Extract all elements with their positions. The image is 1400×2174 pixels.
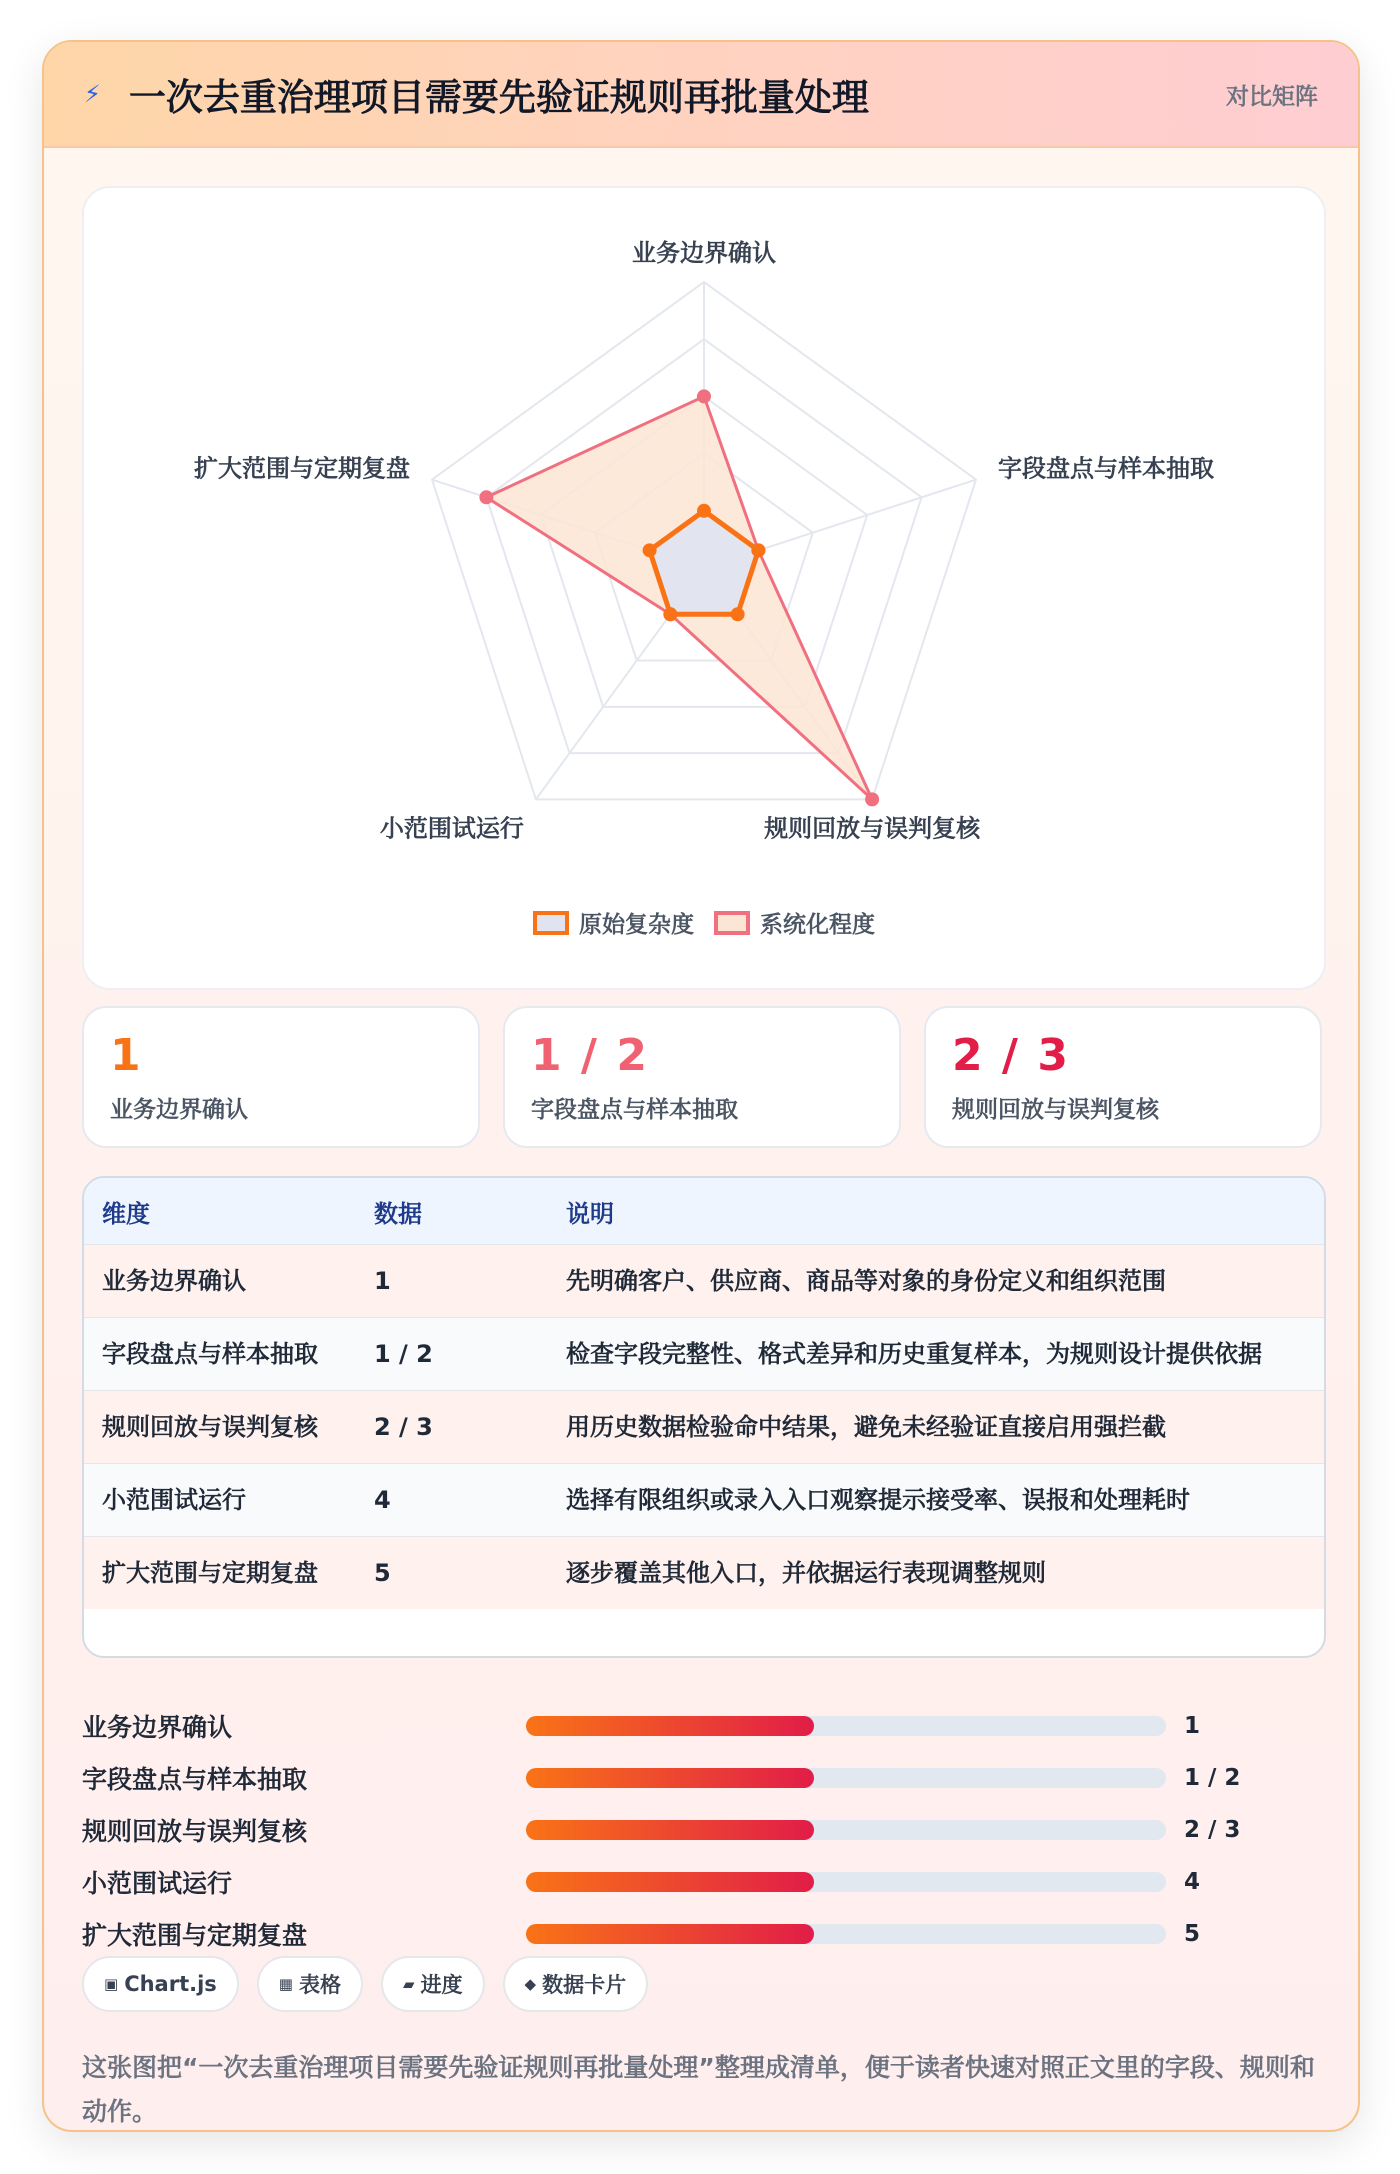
tag-chips — [82, 1956, 648, 2012]
table-row — [84, 1391, 1324, 1464]
progress-value: 2 / 3 — [1184, 1817, 1241, 1843]
table-cell: 2 / 3 — [356, 1391, 548, 1464]
stat-card — [82, 1006, 480, 1148]
column-header: 维度 — [84, 1178, 356, 1245]
progress-track — [526, 1820, 1166, 1840]
chip-chartjs[interactable] — [82, 1956, 239, 2012]
legend-label: 原始复杂度 — [579, 912, 694, 938]
data-point — [697, 389, 711, 403]
legend-item-original[interactable] — [533, 906, 694, 939]
axis-label: 小范围试运行 — [379, 814, 524, 843]
table-cell: 选择有限组织或录入入口观察提示接受率、误报和处理耗时 — [548, 1464, 1324, 1537]
data-point — [731, 607, 745, 621]
table-row — [84, 1464, 1324, 1537]
axis-label: 业务边界确认 — [632, 239, 776, 267]
table-header-row — [84, 1178, 1324, 1245]
table-cell: 5 — [356, 1537, 548, 1610]
legend-label: 系统化程度 — [760, 912, 875, 938]
table-cell: 扩大范围与定期复盘 — [84, 1537, 356, 1610]
stat-label: 业务边界确认 — [110, 1097, 248, 1123]
header-tag: 对比矩阵 — [1226, 83, 1318, 110]
data-table — [82, 1176, 1326, 1658]
progress-fill — [526, 1768, 814, 1788]
progress-row — [82, 1856, 1322, 1908]
table-cell: 用历史数据检验命中结果，避免未经验证直接启用强拦截 — [548, 1391, 1324, 1464]
column-header: 说明 — [548, 1178, 1324, 1245]
progress-label: 业务边界确认 — [82, 1713, 233, 1742]
lightning-icon: ⚡ — [84, 80, 101, 108]
progress-row — [82, 1804, 1322, 1856]
progress-label: 小范围试运行 — [82, 1869, 233, 1898]
page-title: 一次去重治理项目需要先验证规则再批量处理 — [128, 76, 869, 119]
progress-icon: ▰ — [402, 1975, 415, 1993]
title-wrap — [84, 67, 869, 121]
chip-label: 表格 — [298, 1973, 341, 1997]
stat-value: 1 / 2 — [531, 1030, 649, 1081]
legend-swatch — [533, 911, 569, 935]
progress-fill — [526, 1716, 814, 1736]
data-point — [697, 504, 711, 518]
chip-table[interactable] — [257, 1956, 363, 2012]
progress-value: 5 — [1184, 1921, 1201, 1947]
data-point — [865, 792, 879, 806]
column-header: 数据 — [356, 1178, 548, 1245]
progress-fill — [526, 1820, 814, 1840]
progress-value: 1 / 2 — [1184, 1765, 1241, 1791]
chart-icon: ▣ — [104, 1975, 119, 1993]
progress-value: 1 — [1184, 1713, 1201, 1739]
table-cell: 检查字段完整性、格式差异和历史重复样本，为规则设计提供依据 — [548, 1318, 1324, 1391]
caption-text: 这张图把“一次去重治理项目需要先验证规则再批量处理”整理成清单，便于读者快速对照正文里的字段、规则和动作。 — [82, 2053, 1315, 2126]
progress-label: 字段盘点与样本抽取 — [82, 1765, 308, 1794]
stat-label: 规则回放与误判复核 — [952, 1097, 1159, 1123]
table-row — [84, 1245, 1324, 1318]
chip-progress[interactable] — [381, 1956, 485, 2012]
progress-track — [526, 1924, 1166, 1944]
stat-label: 字段盘点与样本抽取 — [531, 1097, 738, 1123]
table-cell: 小范围试运行 — [84, 1464, 356, 1537]
progress-track — [526, 1872, 1166, 1892]
stat-value: 1 — [110, 1030, 143, 1081]
chart-legend — [84, 906, 1324, 939]
stat-card — [924, 1006, 1322, 1148]
axis-label: 规则回放与误判复核 — [764, 814, 981, 843]
table-cell: 业务边界确认 — [84, 1245, 356, 1318]
data-point — [479, 490, 493, 504]
chip-label: 进度 — [420, 1973, 463, 1997]
table-row — [84, 1537, 1324, 1610]
radar-chart — [84, 188, 1324, 988]
table-cell: 规则回放与误判复核 — [84, 1391, 356, 1464]
table-icon: ▦ — [278, 1975, 293, 1993]
radar-chart-panel — [82, 186, 1326, 990]
chip-data-card[interactable] — [503, 1956, 649, 2012]
progress-list — [82, 1700, 1322, 1960]
progress-row — [82, 1908, 1322, 1960]
legend-swatch — [714, 911, 750, 935]
progress-fill — [526, 1872, 814, 1892]
data-point — [643, 543, 657, 557]
progress-label: 扩大范围与定期复盘 — [82, 1921, 308, 1950]
data-card-icon: ◆ — [524, 1975, 537, 1993]
progress-row — [82, 1752, 1322, 1804]
data-point — [663, 607, 677, 621]
table-cell: 1 / 2 — [356, 1318, 548, 1391]
table-cell: 逐步覆盖其他入口，并依据运行表现调整规则 — [548, 1537, 1324, 1610]
progress-row — [82, 1700, 1322, 1752]
axis-label: 字段盘点与样本抽取 — [998, 454, 1215, 483]
progress-fill — [526, 1924, 814, 1944]
legend-item-systematic[interactable] — [714, 906, 875, 939]
progress-label: 规则回放与误判复核 — [82, 1817, 308, 1846]
axis-label: 扩大范围与定期复盘 — [193, 454, 410, 483]
stat-card — [503, 1006, 901, 1148]
chip-label: 数据卡片 — [542, 1973, 627, 1997]
table-cell: 1 — [356, 1245, 548, 1318]
stat-value: 2 / 3 — [952, 1030, 1070, 1081]
progress-track — [526, 1716, 1166, 1736]
data-point — [751, 543, 765, 557]
table-cell: 先明确客户、供应商、商品等对象的身份定义和组织范围 — [548, 1245, 1324, 1318]
matrix-card — [42, 40, 1360, 2132]
table-row — [84, 1318, 1324, 1391]
progress-value: 4 — [1184, 1869, 1201, 1895]
card-header — [44, 42, 1358, 148]
table-cell: 字段盘点与样本抽取 — [84, 1318, 356, 1391]
progress-track — [526, 1768, 1166, 1788]
table-cell: 4 — [356, 1464, 548, 1537]
chip-label: Chart.js — [124, 1972, 217, 1996]
